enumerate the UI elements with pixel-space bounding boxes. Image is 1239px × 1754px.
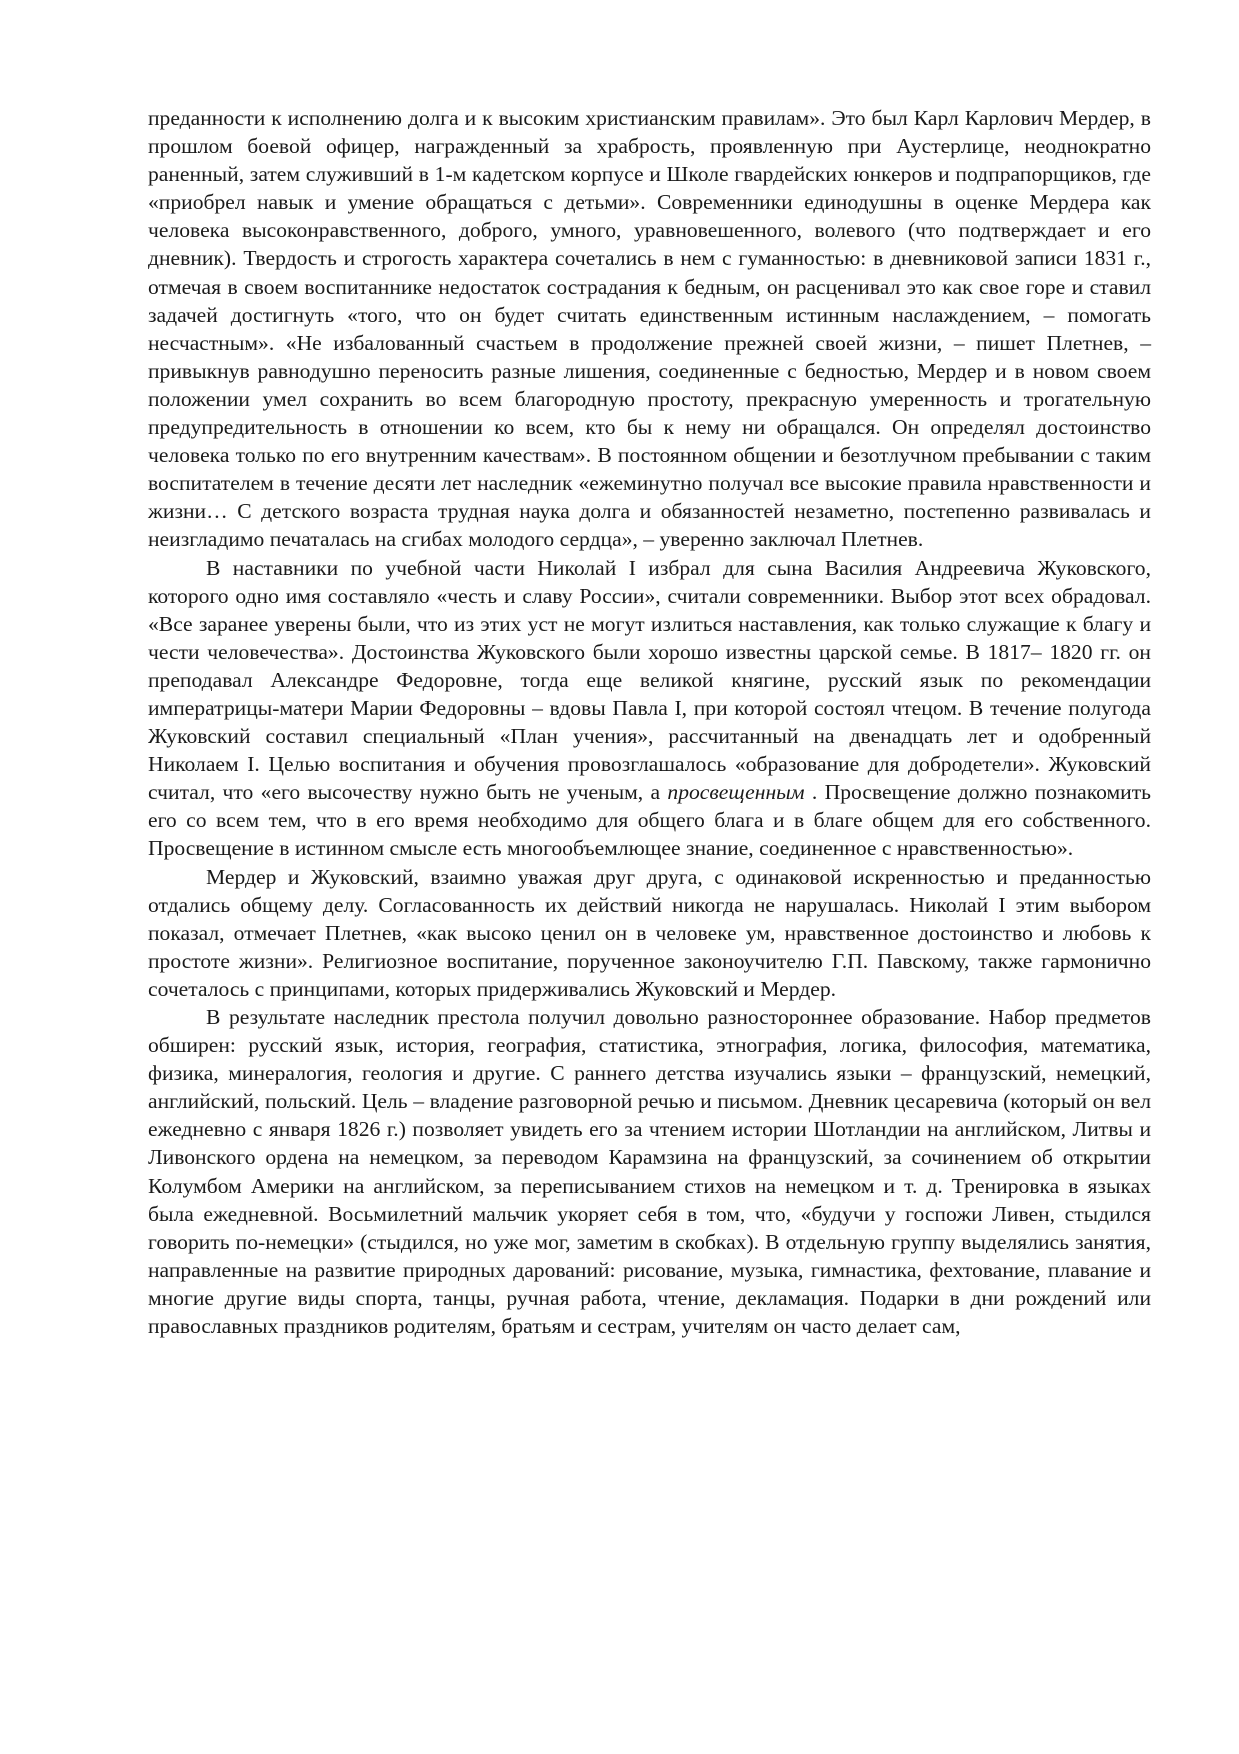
paragraph-text: В результате наследник престола получил довольно разностороннее образование. Набор предметов обширен: русский язык, история, география, статистика, этнография, логика, философия, математика, физика, минералогия, геология и другие. С раннего детства изучались языки – французский, немецкий, английский, польский. Цель – владение разговорной речью и письмом. Дневник цесаревича (который он вел ежедневно с января 1826 г.) позволяет увидеть его за чтением истории Шотландии на английском, Литвы и Ливонского ордена на немецком, за переводом Карамзина на французский, за сочинением об открытии Колумбом Америки на английском, за переписыванием стихов на немецком и т. д. Тренировка в языках была ежедневной. Восьмилетний мальчик укоряет себя в том, что, «будучи у госпожи Ливен, стыдился говорить по-немецки» (стыдился, но уже мог, заметим в скобках). В отдельную группу выделялись занятия, направленные на развитие природных дарований: рисование, музыка, гимнастика, фехтование, плавание и многие другие виды спорта, танцы, ручная работа, чтение, декламация. Подарки в дни рождений или православных праздников родителям, братьям и сестрам, учителям он часто делает сам, (148, 1005, 1151, 1339)
paragraph-education (148, 1003, 1151, 1340)
paragraph-text: . Просвещение должно познакомить его со всем тем, что в его время необходимо для общего блага и в благе общем для его собственного. Просвещение в истинном смысле есть многообъемлющее знание, соединенное с нравственностью». (148, 780, 1151, 861)
paragraph-merder (148, 104, 1151, 554)
italic-emphasis: просвещенным (667, 780, 805, 805)
document-page (148, 104, 1151, 1340)
paragraph-cooperation (148, 863, 1151, 1003)
paragraph-text: Мердер и Жуковский, взаимно уважая друг друга, с одинаковой искренностью и преданностью отдались общему делу. Согласованность их действий никогда не нарушалась. Николай I этим выбором показал, отмечает Плетнев, «как высоко ценил он в человеке ум, нравственное достоинство и любовь к простоте жизни». Религиозное воспитание, порученное законоучителю Г.П. Павскому, также гармонично сочеталось с принципами, которых придерживались Жуковский и Мердер. (148, 864, 1151, 1001)
paragraph-text: В наставники по учебной части Николай I избрал для сына Василия Андреевича Жуковского, которого одно имя составляло «честь и славу России», считали современники. Выбор этот всех обрадовал. «Все заранее уверены были, что из этих уст не могут излиться наставления, как только служащие к благу и чести человечества». Достоинства Жуковского были хорошо известны царской семье. В 1817– 1820 гг. он преподавал Александре Федоровне, тогда еще великой княгине, русский язык по рекомендации императрицы-матери Марии Федоровны – вдовы Павла I, при которой состоял чтецом. В течение полугода Жуковский составил специальный «План учения», рассчитанный на двенадцать лет и одобренный Николаем I. Целью воспитания и обучения провозглашалось «образование для добродетели». Жуковский считал, что «его высочеству нужно быть не ученым, а (148, 555, 1151, 805)
paragraph-zhukovsky (148, 554, 1151, 863)
paragraph-text: преданности к исполнению долга и к высоким христианским правилам». Это был Карл Карлович Мердер, в прошлом боевой офицер, награжденный за храбрость, проявленную при Аустерлице, неоднократно раненный, затем служивший в 1-м кадетском корпусе и Школе гвардейских юнкеров и подпрапорщиков, где «приобрел навык и умение обращаться с детьми». Современники единодушны в оценке Мердера как человека высоконравственного, доброго, умного, уравновешенного, волевого (что подтверждает и его дневник). Твердость и строгость характера сочетались в нем с гуманностью: в дневниковой записи 1831 г., отмечая в своем воспитаннике недостаток сострадания к бедным, он расценивал это как свое горе и ставил задачей достигнуть «того, что он будет считать единственным истинным наслаждением, – помогать несчастным». «Не избалованный счастьем в продолжение прежней своей жизни, – пишет Плетнев, – привыкнув равнодушно переносить разные лишения, соединенные с бедностью, Мердер и в новом своем положении умел сохранить во всем благородную простоту, прекрасную умеренность и трогательную предупредительность в отношении ко всем, кто бы к нему ни обращался. Он определял достоинство человека только по его внутренним качествам». В постоянном общении и безотлучном пребывании с таким воспитателем в течение десяти лет наследник «ежеминутно получал все высокие правила нравственности и жизни… С детского возраста трудная наука долга и обязанностей незаметно, постепенно развивалась и неизгладимо печаталась на сгибах молодого сердца», – уверенно заключал Плетнев. (148, 106, 1151, 552)
